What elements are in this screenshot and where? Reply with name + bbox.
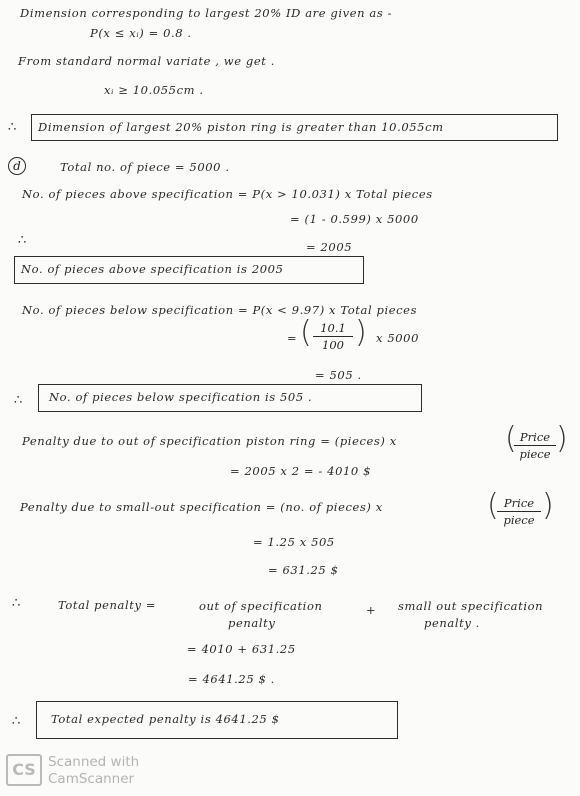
fraction-numerator: Price (503, 496, 535, 510)
therefore-symbol: ∴ (12, 714, 21, 729)
text-line: penalty . (424, 616, 480, 630)
text-line: Total penalty = (58, 598, 157, 612)
left-paren: ( (487, 488, 499, 523)
equals: = (287, 331, 298, 345)
text-line: penalty (228, 616, 276, 630)
plus-sign: + (366, 603, 377, 617)
text-line: = 4010 + 631.25 (187, 642, 296, 656)
text-line: x 5000 (376, 331, 420, 345)
text-line: = 631.25 $ (268, 563, 339, 577)
answer-text: Dimension of largest 20% piston ring is greater than 10.055cm (38, 120, 444, 134)
fraction (313, 321, 353, 352)
answer-text: No. of pieces below specification is 505 . (49, 390, 313, 404)
therefore-symbol: ∴ (18, 233, 27, 248)
left-paren: ( (300, 315, 312, 350)
watermark-line: Scanned with (48, 754, 140, 770)
fraction-bar (313, 336, 353, 337)
fraction-denominator: 100 (322, 338, 344, 352)
answer-box (38, 384, 422, 412)
fraction-numerator: 10.1 (320, 321, 346, 335)
answer-text: Total expected penalty is 4641.25 $ (51, 712, 280, 726)
text-line: small out specification (398, 599, 544, 613)
therefore-symbol: ∴ (12, 596, 21, 611)
text-line: Total no. of piece = 5000 . (60, 160, 230, 174)
fraction-numerator: Price (519, 430, 551, 444)
therefore-symbol: ∴ (14, 393, 23, 408)
text-line: Penalty due to small-out specification = (no. of pieces) x (20, 500, 383, 514)
answer-box (14, 256, 364, 284)
text-line: = 4641.25 $ . (188, 672, 275, 686)
fraction-bar (514, 445, 556, 446)
fraction-denominator: piece (519, 447, 551, 461)
therefore-symbol: ∴ (8, 120, 17, 135)
text-line: No. of pieces above specification = P(x > 10.031) x Total pieces (22, 187, 433, 201)
answer-text: No. of pieces above specification is 2005 (21, 262, 284, 276)
text-line: P(x ≤ xᵢ) = 0.8 . (90, 26, 192, 40)
watermark-line: CamScanner (48, 771, 135, 787)
watermark-text (48, 754, 139, 788)
text-line: = 2005 x 2 = - 4010 $ (230, 464, 371, 478)
answer-box (31, 114, 558, 141)
text-line: = 505 . (315, 368, 362, 382)
fraction (514, 430, 556, 461)
right-paren: ) (355, 315, 367, 350)
text-line: From standard normal variate , we get . (18, 54, 275, 68)
answer-box (36, 701, 398, 739)
text-line: No. of pieces below specification = P(x < 9.97) x Total pieces (22, 303, 418, 317)
text-line: = 1.25 x 505 (253, 535, 335, 549)
left-paren: ( (505, 421, 517, 456)
text-line: xᵢ ≥ 10.055cm . (104, 83, 204, 97)
right-paren: ) (542, 488, 554, 523)
camscanner-logo-icon: CS (6, 754, 42, 786)
text-line: out of specification (199, 599, 323, 613)
text-line: = (1 - 0.599) x 5000 (290, 212, 419, 226)
fraction (497, 496, 541, 527)
fraction-denominator: piece (503, 513, 535, 527)
part-label: d (8, 157, 26, 175)
right-paren: ) (556, 421, 568, 456)
text-line: Penalty due to out of specification piston ring = (pieces) x (22, 434, 397, 448)
text-line: = 2005 (306, 240, 353, 254)
text-line: Dimension corresponding to largest 20% ID are given as - (20, 6, 393, 20)
fraction-bar (497, 511, 541, 512)
